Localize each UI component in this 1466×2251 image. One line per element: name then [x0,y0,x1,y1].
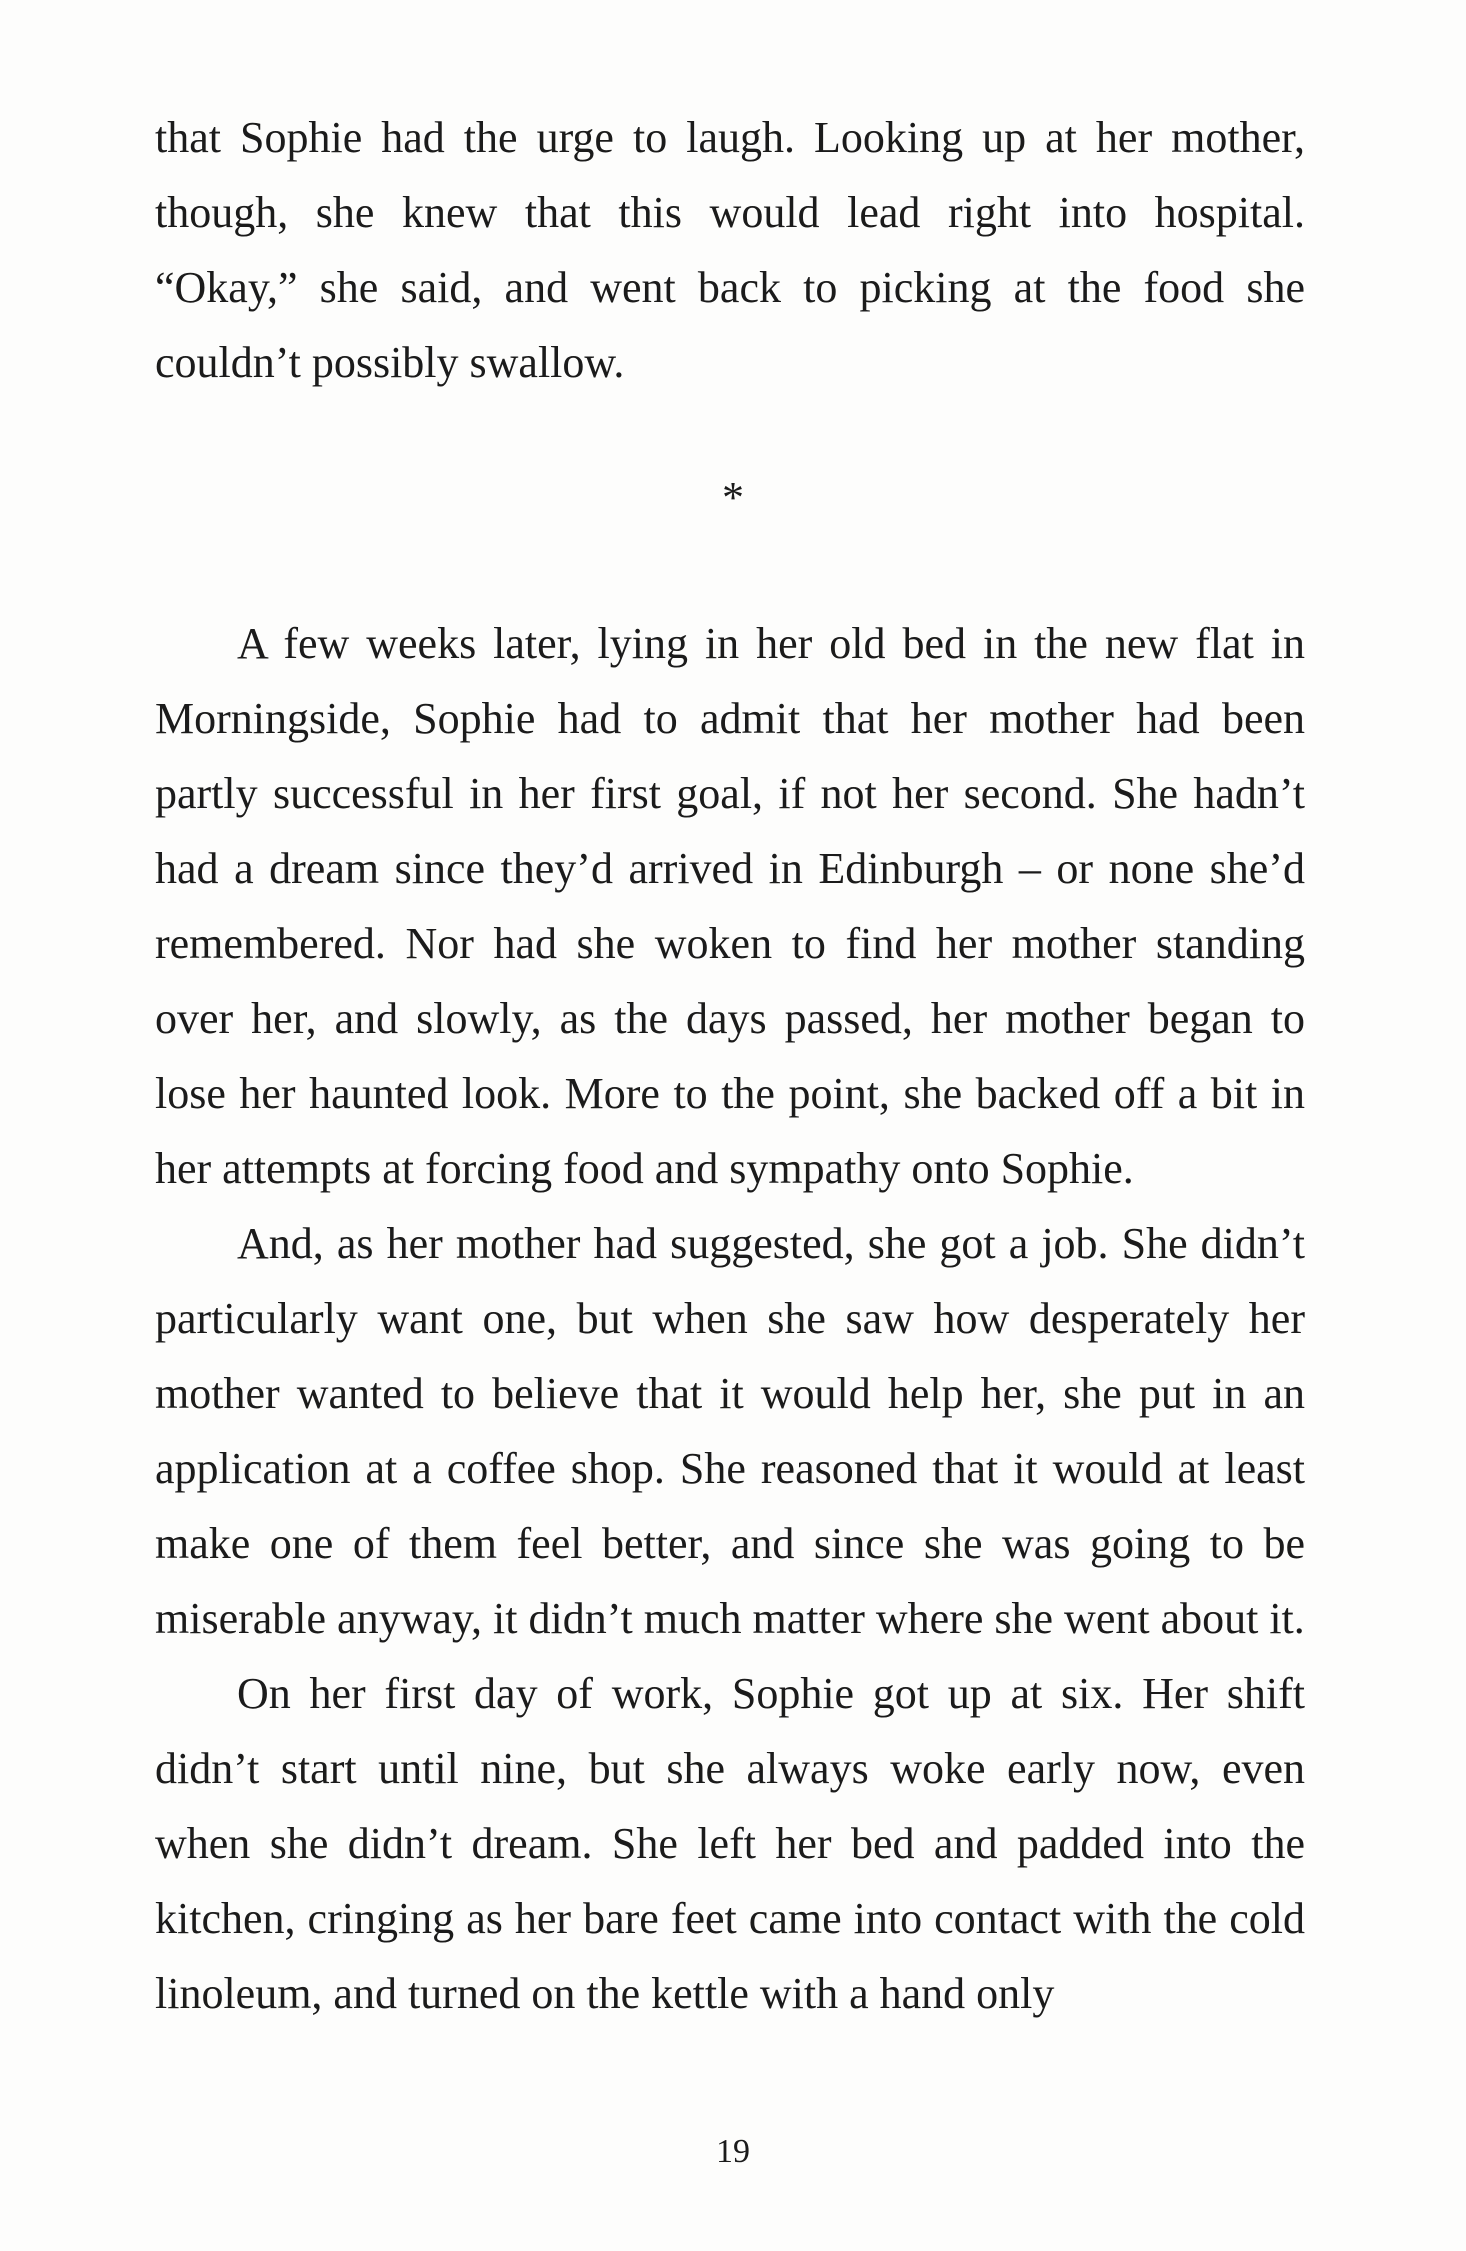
paragraph: And, as her mother had suggested, she got a job. She didn’t particularly want one, but when she saw how desperately her mother wanted to believe that it would help her, she put in an application at a coffee shop. She reasoned that it would at least make one of them feel better, and since she was going to be miserable anyway, it didn’t much matter where she went about it. [155,1219,1305,1643]
main-text [155,606,1305,2031]
paragraph: A few weeks later, lying in her old bed in the new flat in Morningside, Sophie had to admit that her mother had been partly successful in her first goal, if not her second. She hadn’t had a dream since they’d arrived in Edinburgh – or none she’d remembered. Nor had she woken to find her mother standing over her, and slowly, as the days passed, her mother began to lose her haunted look. More to the point, she backed off a bit in her attempts at forcing food and sympathy onto Sophie. [155,619,1305,1193]
opening-text [155,100,1305,400]
paragraph: On her first day of work, Sophie got up at six. Her shift didn’t start until nine, but she always woke early now, even when she didn’t dream. She left her bed and padded into the kitchen, cringing as her bare feet came into contact with the cold linoleum, and turned on the kettle with a hand only [155,1669,1305,2018]
continued-paragraph: that Sophie had the urge to laugh. Looking up at her mother, though, she knew that this would lead right into hospital. “Okay,” she said, and went back to picking at the food she couldn’t possibly swallow. [155,113,1305,387]
page-number: 19 [716,2133,750,2170]
scene-break-asterisk: * [722,473,744,522]
